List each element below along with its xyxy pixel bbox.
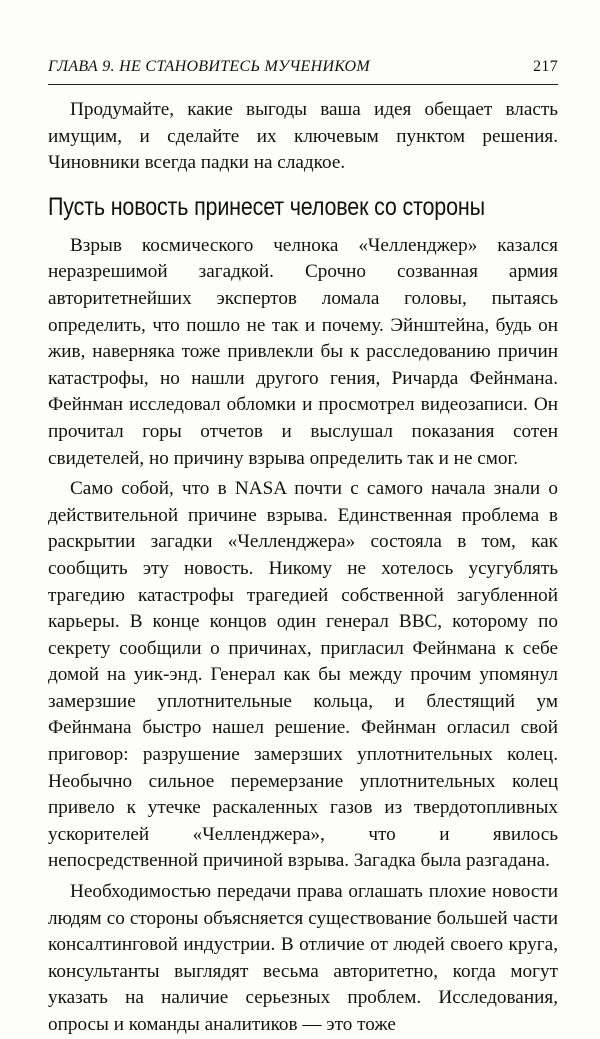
page-body (48, 97, 558, 1039)
paragraph-3: Само собой, что в NASA почти с самого начала знали о действительной причине взрыва. Единственная проблема в раскрытии загадки «Челленджера» состояла в том, как сообщить эту новость. Никому не хотелось усугублять трагедию катастрофы трагедией собственной загубленной карьеры. В конце концов один генерал ВВС, которому по секрету сообщили о причинах, пригласил Фейнмана к себе домой на уик-энд. Генерал как бы между прочим упомянул замерзшие уплотнительные кольца, и блестящий ум Фейнмана быстро нашел решение. Фейнман огласил свой приговор: разрушение замерзших уплотнительных колец. Необычно сильное перемерзание уплотнительных колец привело к утечке раскаленных газов из твердотопливных ускорителей «Челленджера», что и явилось непосредственной причиной взрыва. Загадка была разгадана. (48, 478, 558, 872)
running-head (48, 58, 558, 76)
paragraph-2: Взрыв космического челнока «Челленджер» казался неразрешимой загадкой. Срочно созванная армия авторитетнейших экспертов ломала головы, пытаясь определить, что пошло не так и почему. Эйнштейна, будь он жив, наверняка тоже привлекли бы к расследованию причин катастрофы, но нашли другого гения, Ричарда Фейнмана. Фейнман исследовал обломки и просмотрел видеозаписи. Он прочитал горы отчетов и выслушал показания сотен свидетелей, но причину взрыва определить так и не смог. (48, 234, 558, 469)
paragraph-4: Необходимостью передачи права оглашать плохие новости людям со стороны объясняется существование большей части консалтинговой индустрии. В отличие от людей своего круга, консультанты выглядят весьма авторитетно, когда могут указать на наличие серьезных проблем. Исследования, опросы и команды аналитиков — это тоже (48, 881, 558, 1035)
chapter-title: ГЛАВА 9. НЕ СТАНОВИТЕСЬ МУЧЕНИКОМ (48, 58, 370, 75)
page-number: 217 (533, 58, 558, 75)
paragraph-1: Продумайте, какие выгоды ваша идея обещает власть имущим, и сделайте их ключевым пунктом решения. Чиновники всегда падки на сладкое. (48, 99, 558, 174)
section-heading: Пусть новость принесет человек со стороны (48, 192, 485, 221)
header-rule (48, 84, 558, 85)
